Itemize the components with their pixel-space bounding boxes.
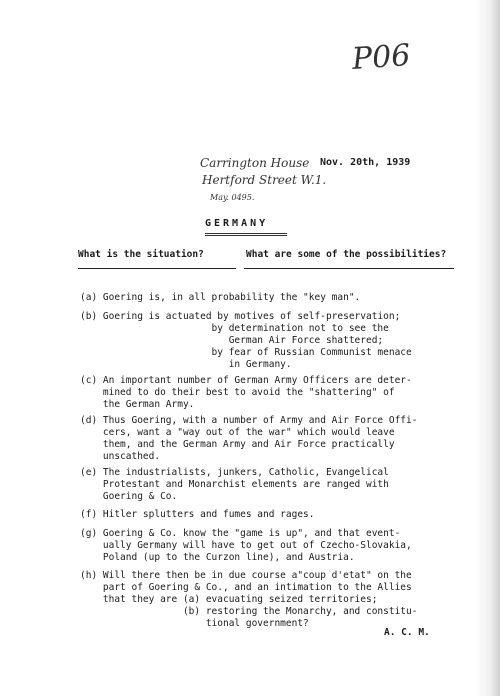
body-line: German Air Force shattered; bbox=[80, 335, 384, 346]
body-line: ually Germany will have to get out of Czecho-Slovakia, bbox=[80, 540, 412, 551]
address-line-2: Hertford Street W.1. bbox=[202, 173, 327, 187]
body-line: part of Goering & Co., and an intimation to the Allies bbox=[80, 582, 412, 593]
question-right-rule bbox=[244, 268, 454, 269]
question-left-rule bbox=[78, 268, 236, 269]
body-line: cers, want a "way out of the war" which would leave bbox=[80, 427, 395, 438]
question-situation: What is the situation? bbox=[78, 249, 204, 260]
body-line: Protestant and Monarchist elements are ranged with bbox=[80, 479, 389, 490]
body-line: them, and the German Army and Air Force practically bbox=[80, 439, 395, 450]
document-heading: GERMANY bbox=[205, 218, 269, 229]
body-line: that they are (a) evacuating seized territories; bbox=[80, 594, 378, 605]
body-line: (b) Goering is actuated by motives of self-preservation; bbox=[80, 311, 401, 322]
body-line: (d) Thus Goering, with a number of Army and Air Force Offi- bbox=[80, 415, 418, 426]
address-stamp bbox=[200, 155, 326, 206]
address-line-1: Carrington House bbox=[200, 156, 310, 170]
handwritten-reference: P06 bbox=[350, 38, 412, 77]
scanned-page-edge bbox=[476, 0, 500, 696]
body-line: the German Army. bbox=[80, 399, 195, 410]
body-line: (g) Goering & Co. know the "game is up", and that event- bbox=[80, 528, 401, 539]
body-line: by determination not to see the bbox=[80, 323, 389, 334]
body-line: (b) restoring the Monarchy, and constitu- bbox=[80, 606, 418, 617]
document-date: Nov. 20th, 1939 bbox=[320, 157, 411, 168]
address-line-3: May. 0495. bbox=[210, 193, 255, 202]
heading-underline bbox=[205, 233, 287, 236]
body-line: in Germany. bbox=[80, 359, 292, 370]
body-line: (e) The industrialists, junkers, Catholic, Evangelical bbox=[80, 467, 389, 478]
question-possibilities: What are some of the possibilities? bbox=[246, 249, 447, 260]
signature-initials: A. C. M. bbox=[384, 627, 430, 638]
body-line: Goering & Co. bbox=[80, 491, 178, 502]
body-line: Poland (up to the Curzon line), and Austria. bbox=[80, 552, 355, 563]
body-line: tional government? bbox=[80, 618, 309, 629]
body-line: mined to do their best to avoid the "shattering" of bbox=[80, 387, 395, 398]
body-line: unscathed. bbox=[80, 451, 161, 462]
body-line: (c) An important number of German Army Officers are deter- bbox=[80, 375, 412, 386]
body-line: (f) Hitler splutters and fumes and rages. bbox=[80, 509, 315, 520]
body-line: by fear of Russian Communist menace bbox=[80, 347, 412, 358]
body-line: (a) Goering is, in all probability the "key man". bbox=[80, 292, 361, 303]
body-line: (h) Will there then be in due course a"coup d'etat" on the bbox=[80, 570, 412, 581]
